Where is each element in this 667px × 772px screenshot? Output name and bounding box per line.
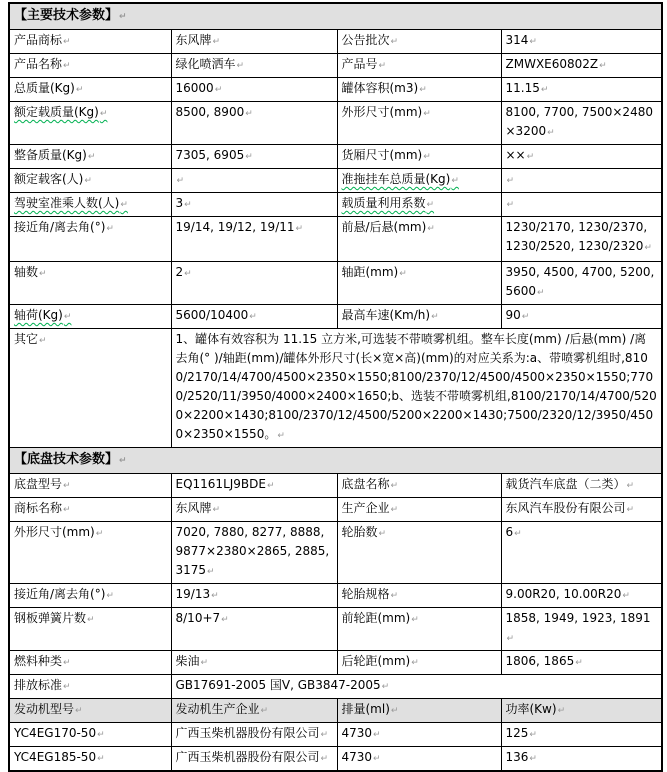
table-row <box>9 522 662 584</box>
spec-label: 前轮距(mm) ↵ <box>342 611 419 625</box>
spec-label: 外形尺寸(mm) ↵ <box>342 105 431 119</box>
spec-value-cell <box>501 54 662 78</box>
spec-label-cell <box>9 584 171 608</box>
spec-value: 2 ↵ <box>176 265 192 279</box>
engine-displacement-cell <box>337 723 501 747</box>
spec-value-cell <box>501 169 662 193</box>
engine-displacement-cell <box>337 747 501 772</box>
spec-value-cell <box>171 305 337 329</box>
spec-label-cell <box>9 305 171 329</box>
spec-label-cell <box>337 54 501 78</box>
section-header-chassis <box>9 448 662 474</box>
spec-label: 前悬/后悬(mm) ↵ <box>342 220 435 234</box>
spec-value-cell <box>171 584 337 608</box>
table-row-emission <box>9 675 662 699</box>
spec-label: 轴距(mm) ↵ <box>342 265 407 279</box>
spec-value: 柴油 ↵ <box>176 654 209 668</box>
spec-value-cell <box>501 608 662 651</box>
spec-label: 轴荷(Kg) ↵ <box>14 308 71 322</box>
spec-value: 3950, 4500, 4700, 5200, 5600 ↵ <box>506 265 655 298</box>
spec-value-cell <box>501 193 662 217</box>
spec-label: 最高车速(Km/h) ↵ <box>342 308 439 322</box>
engine-col-header: 发动机型号 ↵ <box>14 702 83 716</box>
table-row <box>9 54 662 78</box>
engine-maker: 广西玉柴机器股份有限公司 ↵ <box>176 726 329 740</box>
engine-col-header: 功率(Kw) ↵ <box>506 702 566 716</box>
other-remarks-cell <box>171 329 662 448</box>
table-row <box>9 30 662 54</box>
engine-col-header-cell <box>337 699 501 723</box>
spec-label-cell <box>9 675 171 699</box>
spec-label: 生产企业 ↵ <box>342 501 399 515</box>
engine-col-header-cell <box>501 699 662 723</box>
spec-value-cell <box>171 30 337 54</box>
spec-value-cell <box>501 498 662 522</box>
table-row <box>9 305 662 329</box>
spec-value-cell <box>171 102 337 145</box>
spec-value-cell <box>501 474 662 498</box>
spec-label-cell <box>337 145 501 169</box>
spec-value-cell <box>171 675 662 699</box>
spec-value: 5600/10400 ↵ <box>176 308 257 322</box>
spec-label: 额定载客(人) ↵ <box>14 172 92 186</box>
spec-label: 轮胎数 ↵ <box>342 525 387 539</box>
spec-label: 外形尺寸(mm) ↵ <box>14 525 103 539</box>
spec-label: 钢板弹簧片数 ↵ <box>14 611 95 625</box>
spec-value: GB17691-2005 国Ⅴ, GB3847-2005 ↵ <box>176 678 390 692</box>
engine-maker-cell <box>171 747 337 772</box>
engine-displacement: 4730 ↵ <box>342 750 381 764</box>
spec-label: 接近角/离去角(°) ↵ <box>14 220 114 234</box>
spec-label-cell <box>9 102 171 145</box>
engine-power: 125 ↵ <box>506 726 537 740</box>
table-row <box>9 474 662 498</box>
engine-maker-cell <box>171 723 337 747</box>
spec-label-cell <box>9 608 171 651</box>
spec-value: 90 ↵ <box>506 308 530 322</box>
spec-label-cell <box>9 217 171 262</box>
spec-label: 产品名称 ↵ <box>14 57 71 71</box>
spec-value-cell <box>171 54 337 78</box>
spec-value: 314 ↵ <box>506 33 537 47</box>
spec-label-cell <box>337 102 501 145</box>
spec-label: 商标名称 ↵ <box>14 501 71 515</box>
spec-label-cell <box>9 193 171 217</box>
spec-value <box>506 172 515 186</box>
engine-model: YC4EG170-50 ↵ <box>14 726 105 740</box>
table-row-other <box>9 329 662 448</box>
engine-col-header: 排量(ml) ↵ <box>342 702 399 716</box>
spec-value-cell <box>501 102 662 145</box>
spec-value-cell <box>171 145 337 169</box>
section-title-main: 【主要技术参数】 ↵ <box>14 8 127 23</box>
section-title-cell <box>9 448 662 474</box>
spec-label: 总质量(Kg) ↵ <box>14 81 83 95</box>
spec-value: ×× ↵ <box>506 148 535 162</box>
engine-col-header-cell <box>9 699 171 723</box>
engine-displacement: 4730 ↵ <box>342 726 381 740</box>
engine-maker: 广西玉柴机器股份有限公司 ↵ <box>176 750 329 764</box>
spec-label-cell <box>9 329 171 448</box>
spec-value: 6 ↵ <box>506 525 522 539</box>
spec-value-cell <box>171 522 337 584</box>
spec-value: 11.15 ↵ <box>506 81 549 95</box>
spec-label: 底盘型号 ↵ <box>14 477 71 491</box>
spec-value-cell <box>171 474 337 498</box>
spec-label: 后轮距(mm) ↵ <box>342 654 419 668</box>
engine-header-row <box>9 699 662 723</box>
spec-value: 9.00R20, 10.00R20 ↵ <box>506 587 630 601</box>
spec-label-cell <box>337 169 501 193</box>
engine-model-cell <box>9 747 171 772</box>
spec-value-cell <box>171 651 337 675</box>
spec-value: 7020, 7880, 8277, 8888, 9877×2380×2865, 2885, 3175 ↵ <box>176 525 330 577</box>
section-header-main <box>9 3 662 30</box>
spec-label-cell <box>337 262 501 305</box>
engine-col-header: 发动机生产企业 ↵ <box>176 702 269 716</box>
table-row <box>9 78 662 102</box>
spec-label: 载质量利用系数 ↵ <box>342 196 435 210</box>
spec-value-cell <box>171 217 337 262</box>
engine-col-header-cell <box>171 699 337 723</box>
spec-label-cell <box>9 522 171 584</box>
table-row <box>9 262 662 305</box>
spec-value-cell <box>171 498 337 522</box>
spec-label-cell <box>9 169 171 193</box>
spec-value: 东风牌 ↵ <box>176 33 221 47</box>
table-row <box>9 145 662 169</box>
spec-label: 整备质量(Kg) ↵ <box>14 148 95 162</box>
spec-value: 东风汽车股份有限公司 ↵ <box>506 501 635 515</box>
spec-label: 准拖挂车总质量(Kg) ↵ <box>342 172 459 186</box>
spec-label: 驾驶室准乘人数(人) ↵ <box>14 196 128 210</box>
spec-value: 19/13 ↵ <box>176 587 219 601</box>
spec-value: ZMWXE60802Z ↵ <box>506 57 607 71</box>
spec-value-cell <box>501 30 662 54</box>
spec-value: 载货汽车底盘（二类） ↵ <box>506 477 635 491</box>
engine-power-cell <box>501 723 662 747</box>
spec-label: 轴数 ↵ <box>14 265 47 279</box>
spec-label-cell <box>9 474 171 498</box>
spec-label: 罐体容积(m3) ↵ <box>342 81 427 95</box>
spec-label-cell <box>337 522 501 584</box>
spec-label-cell <box>9 145 171 169</box>
spec-label-cell <box>9 651 171 675</box>
spec-label-cell <box>9 78 171 102</box>
spec-value: 8100, 7700, 7500×2480×3200 ↵ <box>506 105 653 138</box>
spec-label: 底盘名称 ↵ <box>342 477 399 491</box>
spec-label-cell <box>9 262 171 305</box>
spec-label: 产品商标 ↵ <box>14 33 71 47</box>
section-title-chassis: 【底盘技术参数】 ↵ <box>14 452 127 467</box>
spec-table <box>8 2 663 772</box>
spec-label-cell <box>9 54 171 78</box>
spec-value-cell <box>501 522 662 584</box>
spec-value: 1858, 1949, 1923, 1891 ↵ <box>506 611 651 644</box>
spec-label-cell <box>337 651 501 675</box>
spec-label-cell <box>337 305 501 329</box>
spec-label-cell <box>337 584 501 608</box>
engine-power: 136 ↵ <box>506 750 537 764</box>
table-row <box>9 169 662 193</box>
spec-value-cell <box>501 145 662 169</box>
table-row <box>9 102 662 145</box>
section-title-cell <box>9 3 662 30</box>
spec-value: 16000 ↵ <box>176 81 223 95</box>
table-row <box>9 608 662 651</box>
spec-label: 产品号 ↵ <box>342 57 387 71</box>
spec-value: 绿化喷洒车 ↵ <box>176 57 245 71</box>
spec-value: 东风牌 ↵ <box>176 501 221 515</box>
spec-label-cell <box>337 608 501 651</box>
spec-label: 轮胎规格 ↵ <box>342 587 399 601</box>
spec-label-cell <box>337 498 501 522</box>
engine-row <box>9 723 662 747</box>
spec-value-cell <box>501 217 662 262</box>
spec-value <box>176 172 185 186</box>
spec-label: 其它 ↵ <box>14 332 47 346</box>
spec-label: 燃料种类 ↵ <box>14 654 71 668</box>
spec-value: 1806, 1865 ↵ <box>506 654 583 668</box>
spec-value: 19/14, 19/12, 19/11 ↵ <box>176 220 304 234</box>
engine-power-cell <box>501 747 662 772</box>
spec-value-cell <box>171 608 337 651</box>
spec-value: 8/10+7 ↵ <box>176 611 229 625</box>
spec-value-cell <box>171 78 337 102</box>
table-row <box>9 193 662 217</box>
spec-value-cell <box>171 193 337 217</box>
spec-label-cell <box>9 498 171 522</box>
spec-label-cell <box>9 30 171 54</box>
spec-label: 接近角/离去角(°) ↵ <box>14 587 114 601</box>
spec-label: 额定载质量(Kg) ↵ <box>14 105 107 119</box>
spec-label: 排放标准 ↵ <box>14 678 71 692</box>
spec-value-cell <box>171 169 337 193</box>
spec-value-cell <box>501 651 662 675</box>
spec-value: 1230/2170, 1230/2370, 1230/2520, 1230/2320 ↵ <box>506 220 652 253</box>
spec-label-cell <box>337 217 501 262</box>
spec-value: 3 ↵ <box>176 196 192 210</box>
engine-model-cell <box>9 723 171 747</box>
spec-label: 公告批次 ↵ <box>342 33 399 47</box>
spec-value <box>506 196 515 210</box>
spec-value-cell <box>501 262 662 305</box>
table-row <box>9 584 662 608</box>
spec-value: 7305, 6905 ↵ <box>176 148 253 162</box>
table-row <box>9 651 662 675</box>
spec-label-cell <box>337 78 501 102</box>
spec-value-cell <box>501 305 662 329</box>
spec-value-cell <box>501 584 662 608</box>
spec-label-cell <box>337 474 501 498</box>
spec-value: EQ1161LJ9BDE ↵ <box>176 477 275 491</box>
spec-value-cell <box>171 262 337 305</box>
spec-label-cell <box>337 30 501 54</box>
spec-value-cell <box>501 78 662 102</box>
other-remarks-text: 1、罐体有效容积为 11.15 立方米,可选装不带喷雾机组。整车长度(mm) /后悬(mm) /离去角(° )/轴距(mm)/罐体外形尺寸(长×宽×高)(mm)的对应关系为:a、带喷雾机组时,8100/2170/14/4700/4500×2350×1550;8100/2370/12/4500/4500×2350×1550;7700/2520/11/3950/4000×2400×1650;b、选装不带喷雾机组,8100/2170/14/4700/5200×2200×1430;8100/2370/12/4500/5200×2200×1430;7500/2320/12/3950/4500×2350×1550。 ↵ <box>176 332 657 441</box>
spec-label-cell <box>337 193 501 217</box>
spec-value: 8500, 8900 ↵ <box>176 105 253 119</box>
spec-label: 货厢尺寸(mm) ↵ <box>342 148 431 162</box>
engine-model: YC4EG185-50 ↵ <box>14 750 105 764</box>
table-row <box>9 498 662 522</box>
engine-row <box>9 747 662 772</box>
table-row <box>9 217 662 262</box>
